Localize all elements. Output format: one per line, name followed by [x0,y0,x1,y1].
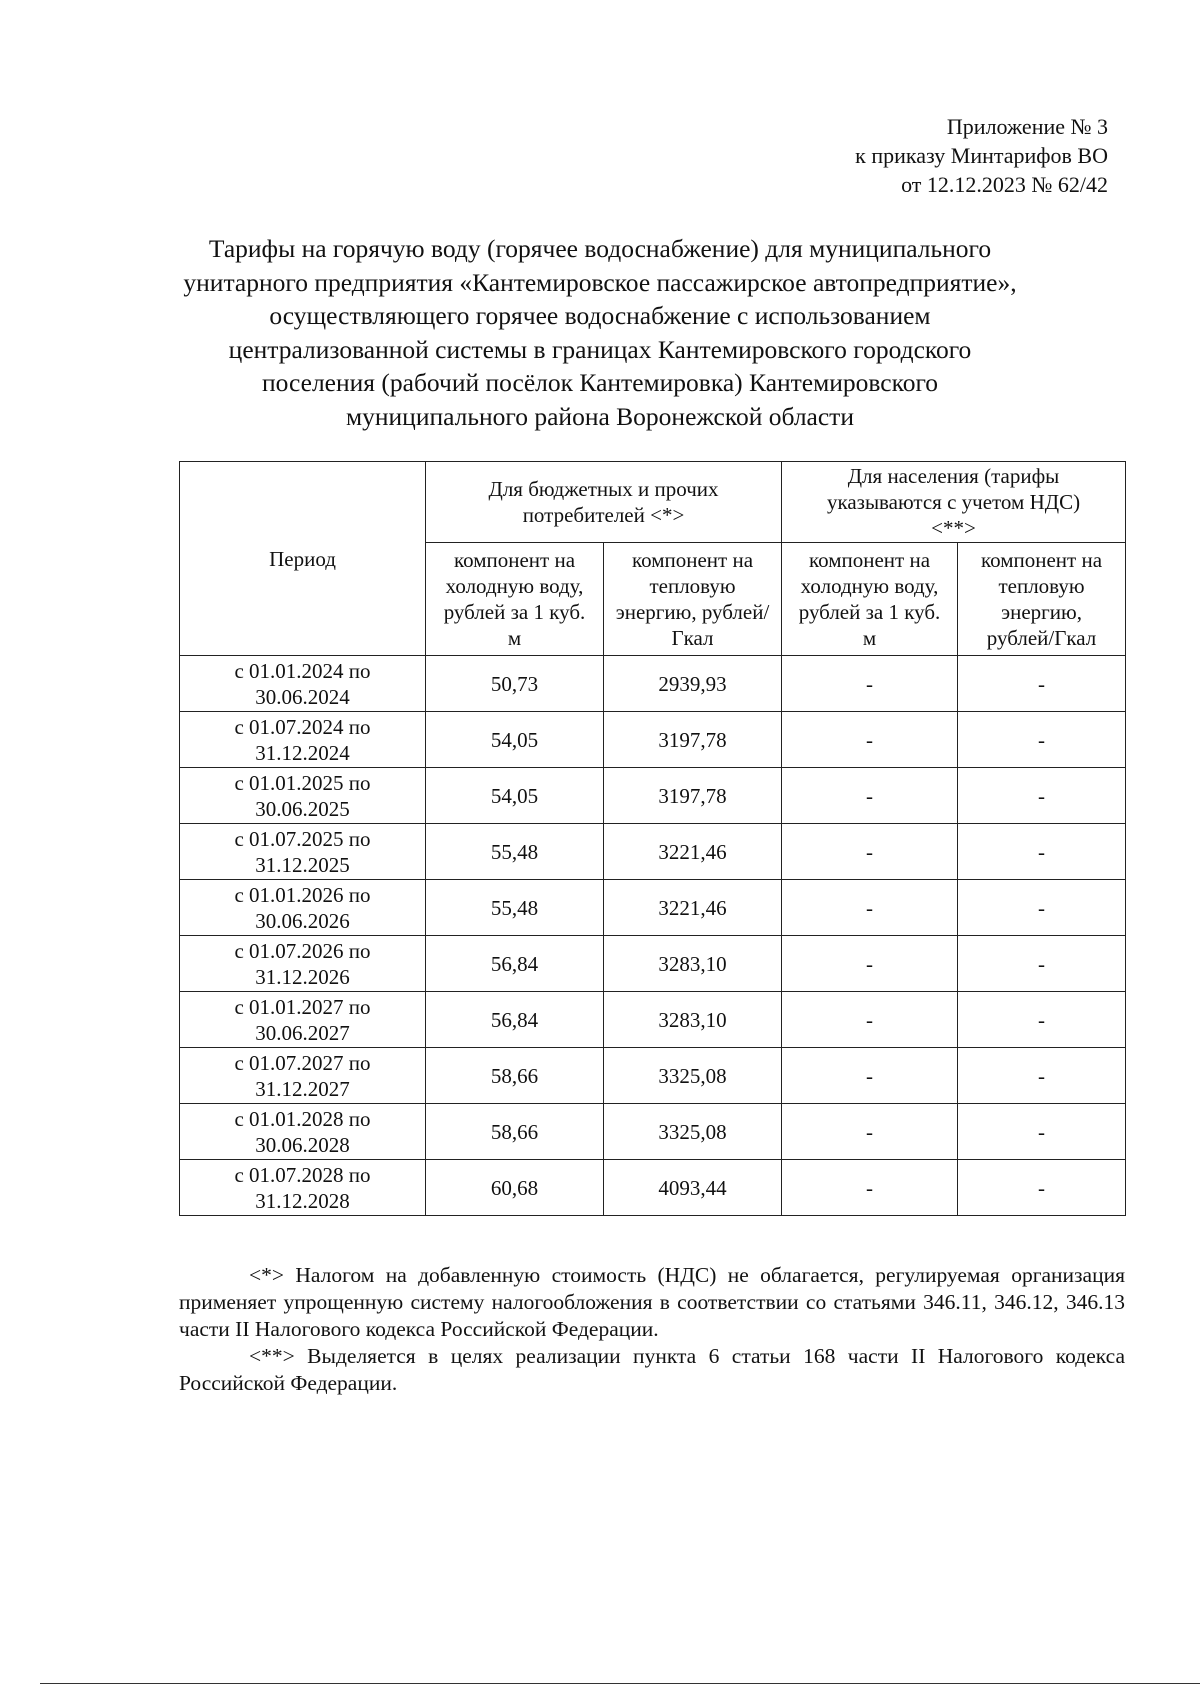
budget-heat-energy-header: компонент на тепловую энергию, рублей/Гкал [604,543,782,656]
period-start: с 01.07.2026 по [234,938,371,963]
budget-heat-energy-cell: 3325,08 [604,1048,782,1104]
budget-cold-water-cell: 56,84 [426,936,604,992]
period-end: 30.06.2024 [255,684,350,709]
budget-heat-energy-cell: 3283,10 [604,936,782,992]
title-line: унитарного предприятия «Кантемировское пассажирское автопредприятие», [183,267,1017,297]
table-row [180,936,1126,992]
period-cell [180,824,426,880]
population-cold-water-cell: - [782,768,958,824]
period-cell [180,1160,426,1216]
period-start: с 01.01.2028 по [234,1106,371,1131]
title-line: централизованной системы в границах Кантемировского городского [228,334,972,364]
table-row [180,992,1126,1048]
period-cell [180,1104,426,1160]
footnote-vat-allocated: <**> Выделяется в целях реализации пункта 6 статьи 168 части II Налогового кодекса Российской Федерации. [179,1344,1125,1395]
period-start: с 01.01.2026 по [234,882,371,907]
population-heat-energy-cell: - [958,936,1126,992]
table-row [180,1160,1126,1216]
population-heat-energy-cell: - [958,768,1126,824]
population-heat-energy-cell: - [958,1104,1126,1160]
period-start: с 01.07.2025 по [234,826,371,851]
period-start: с 01.01.2024 по [234,658,371,683]
period-end: 31.12.2024 [255,740,350,765]
period-header: Период [180,462,426,656]
table-row [180,1048,1126,1104]
budget-heat-energy-cell: 2939,93 [604,656,782,712]
period-end: 31.12.2028 [255,1188,350,1213]
period-cell [180,1048,426,1104]
period-start: с 01.01.2027 по [234,994,371,1019]
tariff-table-body [180,656,1126,1216]
budget-heat-energy-cell: 3325,08 [604,1104,782,1160]
population-header: Для населения (тарифы указываются с учетом НДС) <**> [782,462,1126,543]
title-line: поселения (рабочий посёлок Кантемировка) Кантемировского [261,368,939,398]
appendix-order-date: от 12.12.2023 № 62/42 [901,172,1108,197]
footnote-vat-exempt: <*> Налогом на добавленную стоимость (НДС) не облагается, регулируемая организация применяет упрощенную систему налогообложения в соответствии со статьями 346.11, 346.12, 346.13 части II Налогового кодекса Российской Федерации. [179,1263,1125,1341]
budget-cold-water-cell: 55,48 [426,880,604,936]
population-cold-water-cell: - [782,880,958,936]
budget-cold-water-cell: 58,66 [426,1048,604,1104]
population-cold-water-cell: - [782,992,958,1048]
budget-heat-energy-cell: 4093,44 [604,1160,782,1216]
table-row [180,880,1126,936]
population-heat-energy-cell: - [958,1160,1126,1216]
population-cold-water-cell: - [782,712,958,768]
budget-heat-energy-cell: 3197,78 [604,712,782,768]
appendix-header [855,112,1108,199]
population-cold-water-header: компонент на холодную воду, рублей за 1 куб. м [782,543,958,656]
population-heat-energy-cell: - [958,656,1126,712]
budget-cold-water-cell: 55,48 [426,824,604,880]
period-end: 30.06.2027 [255,1020,350,1045]
period-start: с 01.07.2024 по [234,714,371,739]
title-line: Тарифы на горячую воду (горячее водоснабжение) для муниципального [208,234,992,263]
period-end: 31.12.2025 [255,852,350,877]
budget-cold-water-cell: 54,05 [426,768,604,824]
population-heat-energy-cell: - [958,712,1126,768]
budget-consumers-header: Для бюджетных и прочих потребителей <*> [426,462,782,543]
appendix-order-ref: к приказу Минтарифов ВО [855,143,1108,168]
footnotes [179,1262,1125,1397]
budget-cold-water-cell: 60,68 [426,1160,604,1216]
period-start: с 01.07.2028 по [234,1162,371,1187]
population-heat-energy-cell: - [958,880,1126,936]
budget-cold-water-header: компонент на холодную воду, рублей за 1 куб. м [426,543,604,656]
title-line: осуществляющего горячее водоснабжение с использованием [269,301,931,331]
table-row [180,824,1126,880]
budget-heat-energy-cell: 3283,10 [604,992,782,1048]
period-end: 30.06.2026 [255,908,350,933]
population-cold-water-cell: - [782,1104,958,1160]
period-cell [180,768,426,824]
table-row [180,768,1126,824]
budget-cold-water-cell: 58,66 [426,1104,604,1160]
period-end: 31.12.2026 [255,964,350,989]
population-cold-water-cell: - [782,656,958,712]
table-row [180,656,1126,712]
population-heat-energy-cell: - [958,992,1126,1048]
period-start: с 01.07.2027 по [234,1050,371,1075]
period-cell [180,880,426,936]
period-end: 30.06.2028 [255,1132,350,1157]
budget-cold-water-cell: 50,73 [426,656,604,712]
budget-heat-energy-cell: 3221,46 [604,880,782,936]
table-row [180,1104,1126,1160]
population-cold-water-cell: - [782,1160,958,1216]
population-heat-energy-header: компонент на тепловую энергию, рублей/Гкал [958,543,1126,656]
period-cell [180,936,426,992]
budget-cold-water-cell: 54,05 [426,712,604,768]
appendix-number: Приложение № 3 [946,114,1108,139]
tariff-table [179,461,1126,1216]
period-start: с 01.01.2025 по [234,770,371,795]
budget-cold-water-cell: 56,84 [426,992,604,1048]
population-cold-water-cell: - [782,936,958,992]
period-end: 30.06.2025 [255,796,350,821]
title-line: муниципального района Воронежской области [346,401,854,431]
document-title [130,232,1070,434]
population-heat-energy-cell: - [958,824,1126,880]
period-cell [180,656,426,712]
budget-heat-energy-cell: 3197,78 [604,768,782,824]
population-heat-energy-cell: - [958,1048,1126,1104]
population-cold-water-cell: - [782,824,958,880]
table-row [180,712,1126,768]
population-cold-water-cell: - [782,1048,958,1104]
budget-heat-energy-cell: 3221,46 [604,824,782,880]
period-cell [180,712,426,768]
page-bottom-rule [40,1683,1200,1684]
period-end: 31.12.2027 [255,1076,350,1101]
period-cell [180,992,426,1048]
